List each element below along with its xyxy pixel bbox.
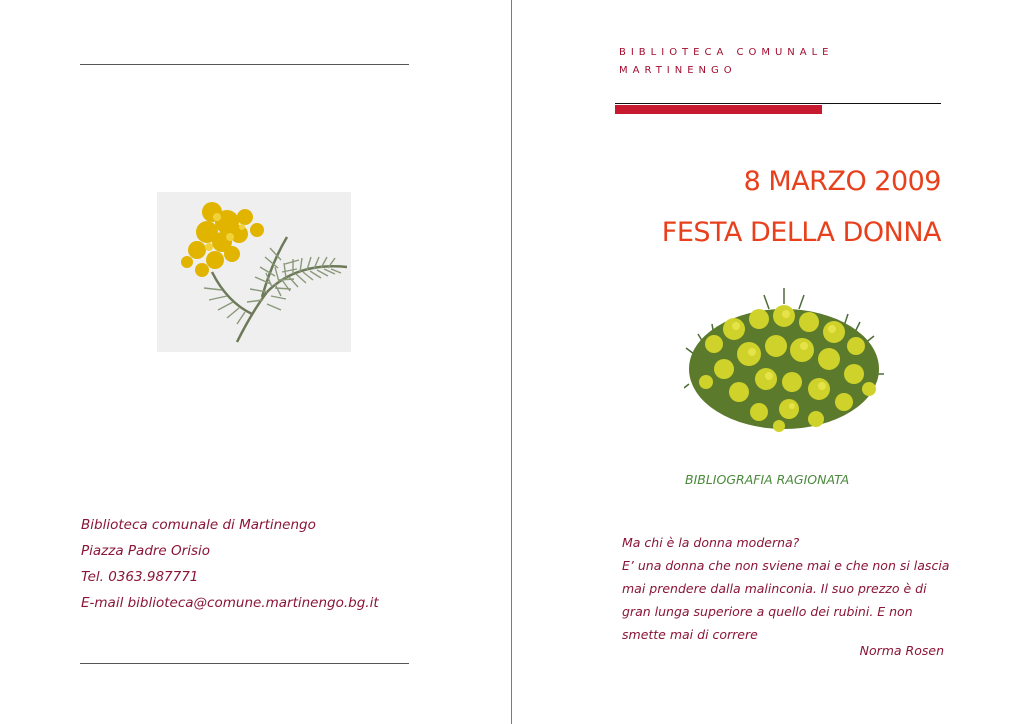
- mimosa-sprig-icon: [157, 192, 351, 352]
- quote-block: [622, 531, 957, 646]
- library-contact: [81, 512, 379, 616]
- page-fold-line: [511, 0, 512, 724]
- library-address: Piazza Padre Orisio: [81, 543, 211, 559]
- header-accent-bar: [615, 105, 822, 114]
- quote-line-2: E’ una donna che non sviene mai e che non si lascia: [622, 558, 950, 573]
- event-name-title: FESTA DELLA DONNA: [661, 217, 941, 248]
- quote-line-1: Ma chi è la donna moderna?: [622, 535, 800, 550]
- quote-line-4: gran lunga superiore a quello dei rubini. E non: [622, 604, 913, 619]
- library-header: [619, 44, 834, 80]
- quote-line-3: mai prendere dalla malinconia. Il suo prezzo è di: [622, 581, 927, 596]
- header-line-1: BIBLIOTECA COMUNALE: [619, 47, 834, 58]
- library-phone: Tel. 0363.987771: [81, 569, 199, 585]
- library-email[interactable]: E-mail biblioteca@comune.martinengo.bg.it: [81, 595, 379, 611]
- quote-author: Norma Rosen: [859, 643, 944, 658]
- top-divider: [80, 64, 409, 65]
- bibliography-subtitle: BIBLIOGRAFIA RAGIONATA: [685, 472, 850, 487]
- library-name: Biblioteca comunale di Martinengo: [81, 517, 316, 533]
- header-line-2: MARTINENGO: [619, 65, 737, 76]
- event-date-title: 8 MARZO 2009: [743, 166, 941, 197]
- bottom-divider: [80, 663, 409, 664]
- mimosa-bouquet-icon: [684, 284, 886, 436]
- quote-line-5: smette mai di correre: [622, 627, 758, 642]
- header-rule: [615, 103, 941, 104]
